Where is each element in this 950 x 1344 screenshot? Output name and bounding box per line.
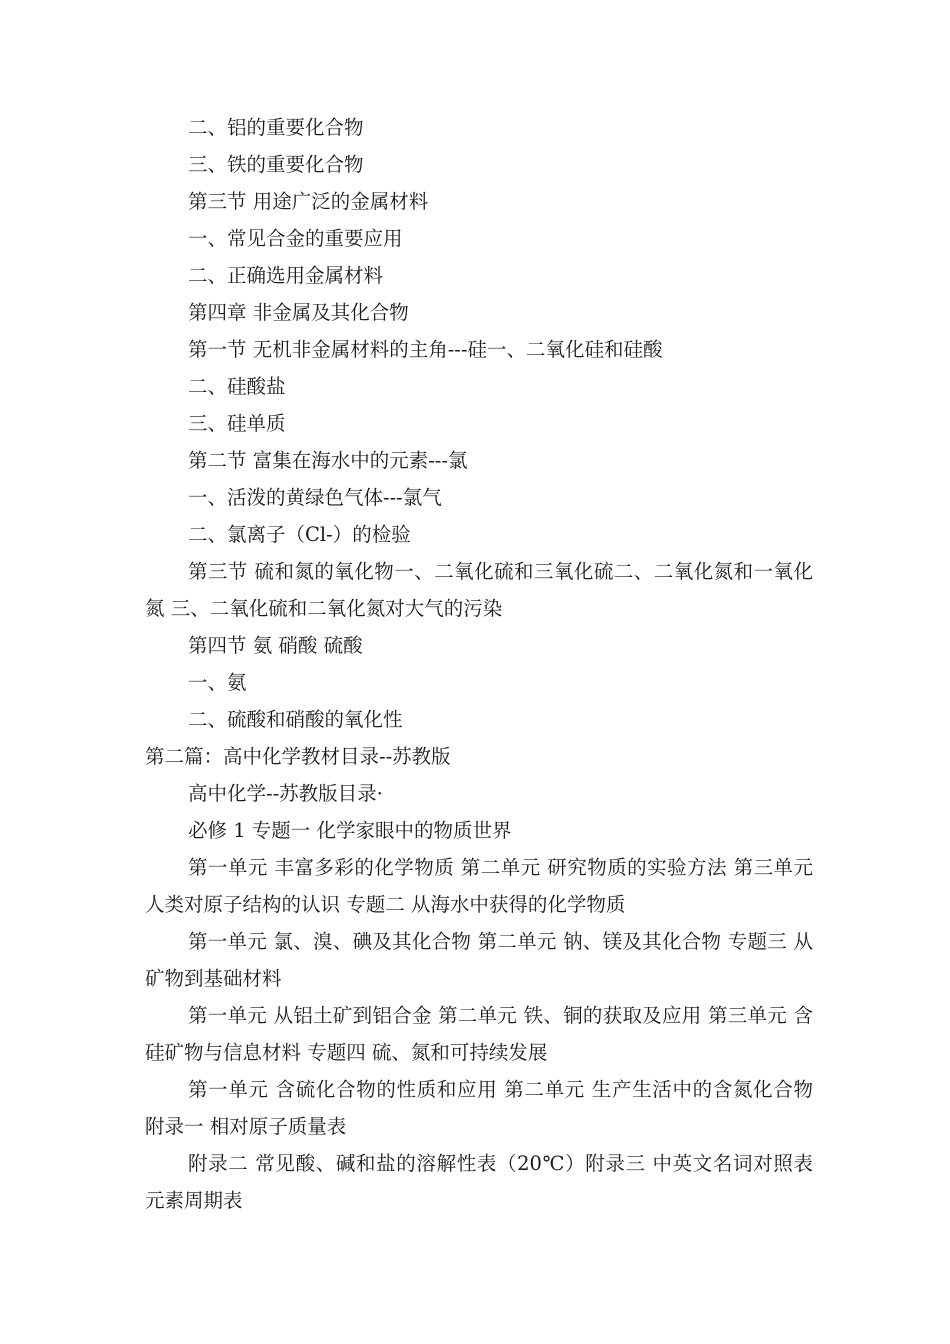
toc-line: 三、铁的重要化合物 xyxy=(188,153,364,176)
toc-line: 附录二 常见酸、碱和盐的溶解性表（20℃）附录三 中英文名词对照表 元素周期表 xyxy=(145,1152,813,1212)
toc-line: 二、正确选用金属材料 xyxy=(188,264,384,287)
toc-line: 第一单元 氯、溴、碘及其化合物 第二单元 钠、镁及其化合物 专题三 从矿物到基础材料 xyxy=(145,930,813,990)
toc-line: 二、氯离子（Cl-）的检验 xyxy=(188,523,411,546)
toc-line: 二、铝的重要化合物 xyxy=(188,116,364,139)
toc-line: 三、硅单质 xyxy=(188,412,286,435)
toc-line: 高中化学--苏教版目录· xyxy=(188,782,383,805)
toc-line: 必修 1 专题一 化学家眼中的物质世界 xyxy=(188,819,512,842)
toc-line: 第四章 非金属及其化合物 xyxy=(188,301,409,324)
toc-line: 二、硫酸和硝酸的氧化性 xyxy=(188,708,403,731)
toc-line: 第一单元 从铝土矿到铝合金 第二单元 铁、铜的获取及应用 第三单元 含硅矿物与信息材料 专题四 硫、氮和可持续发展 xyxy=(145,1004,813,1064)
toc-line: 第三节 用途广泛的金属材料 xyxy=(188,190,429,213)
toc-line: 第三节 硫和氮的氧化物一、二氧化硫和三氧化硫二、二氧化氮和一氧化氮 三、二氧化硫和二氧化氮对大气的污染 xyxy=(145,560,813,620)
section-heading: 第二篇：高中化学教材目录--苏教版 xyxy=(145,745,451,768)
toc-line: 一、常见合金的重要应用 xyxy=(188,227,403,250)
toc-line: 第四节 氨 硝酸 硫酸 xyxy=(188,634,363,657)
document-page xyxy=(145,109,813,1219)
toc-line: 二、硅酸盐 xyxy=(188,375,286,398)
toc-line: 第一单元 丰富多彩的化学物质 第二单元 研究物质的实验方法 第三单元 人类对原子结构的认识 专题二 从海水中获得的化学物质 xyxy=(145,856,813,916)
toc-line: 第二节 富集在海水中的元素---氯 xyxy=(188,449,468,472)
toc-line: 一、活泼的黄绿色气体---氯气 xyxy=(188,486,442,509)
toc-line: 第一单元 含硫化合物的性质和应用 第二单元 生产生活中的含氮化合物 附录一 相对原子质量表 xyxy=(145,1078,813,1138)
toc-line: 第一节 无机非金属材料的主角---硅一、二氧化硅和硅酸 xyxy=(188,338,663,361)
toc-line: 一、氨 xyxy=(188,671,247,694)
